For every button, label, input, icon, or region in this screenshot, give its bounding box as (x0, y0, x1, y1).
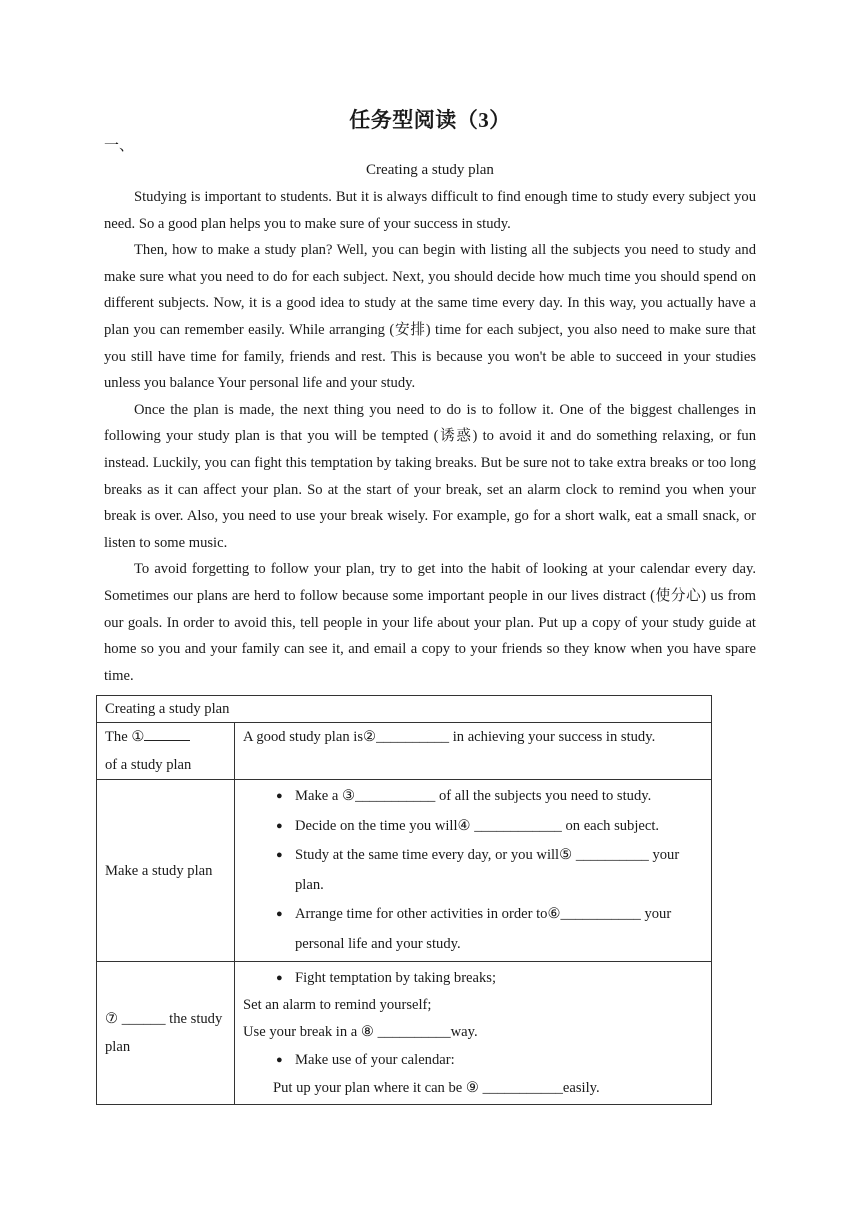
row-label-cell: ⑦ ______ the study plan (97, 962, 235, 1105)
row-label-suffix: of a study plan (105, 757, 192, 773)
paragraph: Once the plan is made, the next thing you need to do is to follow it. One of the biggest challenges in following your study plan is that you will be tempted (诱惑) to avoid it and do something relaxing, or fun instead. Luckily, you can fight this temptation by taking breaks. But be sure not to take extra breaks or too long breaks as it can affect your plan. So at the start of your break, set an alarm clock to remind you when your break is over. Also, you need to use your break wisely. For example, go for a short walk, eat a small snack, or listen to some music. (104, 401, 756, 551)
list-item-text: Make use of your calendar: (295, 1052, 455, 1068)
row-content-text: A good study plan is②__________ in achieving your success in study. (243, 729, 656, 745)
table-row (97, 780, 712, 962)
row-content-cell (235, 780, 712, 962)
content-line: Put up your plan where it can be ⑨ ___________easily. (273, 1080, 600, 1096)
list-item-text: Fight temptation by taking breaks; (295, 970, 497, 986)
blank-1[interactable] (144, 726, 190, 741)
bullet-icon: ● (276, 972, 283, 984)
content-line: Set an alarm to remind yourself; (243, 997, 432, 1013)
list-item-text: Study at the same time every day, or you will⑤ __________ your plan. (295, 847, 680, 893)
bullet-list (243, 780, 703, 961)
list-item-text: Arrange time for other activities in order to⑥___________ your personal life and your study. (295, 906, 672, 952)
row-content-block (243, 962, 703, 1104)
row-label-prefix: The ① (105, 729, 145, 745)
table-header-row (97, 696, 712, 723)
table-row (97, 962, 712, 1105)
bullet-icon: ● (276, 819, 283, 832)
table-header-cell: Creating a study plan (97, 696, 712, 723)
row-content-cell (235, 723, 712, 780)
study-plan-table (96, 695, 712, 1105)
passage-body (104, 184, 756, 689)
content-line: Use your break in a ⑧ __________way. (243, 1024, 478, 1040)
list-item (243, 782, 703, 812)
list-item (243, 812, 703, 842)
list-item-text: Make a ③___________ of all the subjects you need to study. (295, 788, 652, 804)
paragraph: Studying is important to students. But it is always difficult to find enough time to study every subject you need. So a good plan helps you to make sure of your success in study. (104, 189, 756, 232)
bullet-icon: ● (276, 849, 283, 861)
bullet-icon: ● (276, 1054, 283, 1066)
list-item (243, 1046, 703, 1074)
list-item (243, 900, 703, 959)
paragraph: To avoid forgetting to follow your plan, try to get into the habit of looking at your calendar every day. Sometimes our plans are herd to follow because some important people in our lives distract (使分心) us from our goals. In order to avoid this, tell people in your life about your plan. Put up a copy of your study guide at home so you and your family can see it, and email a copy to your friends so they know when you have spare time. (104, 561, 756, 684)
row-label-cell: Make a study plan (97, 780, 235, 962)
row-content-cell (235, 962, 712, 1105)
list-item-text: Decide on the time you will④ ____________ on each subject. (295, 817, 660, 834)
passage-title: Creating a study plan (366, 162, 494, 178)
paragraph: Then, how to make a study plan? Well, you can begin with listing all the subjects you need to study and make sure what you need to do for each subject. Next, you should decide how much time you should spend on different subjects. Now, it is a good idea to study at the same time every day. In this way, you actually have a plan you can remember easily. While arranging (安排) time for each subject, you also need to make sure that you still have time for family, friends and rest. This is because you won't be able to succeed in your studies unless you balance Your personal life and your study. (104, 242, 756, 392)
list-item (243, 841, 703, 900)
bullet-icon: ● (276, 908, 283, 920)
table-row (97, 723, 712, 780)
bullet-icon: ● (276, 790, 283, 802)
row-label-cell (97, 723, 235, 780)
section-number: 一、 (104, 138, 135, 154)
list-item (243, 964, 703, 992)
page-title: 任务型阅读（3） (349, 108, 511, 132)
